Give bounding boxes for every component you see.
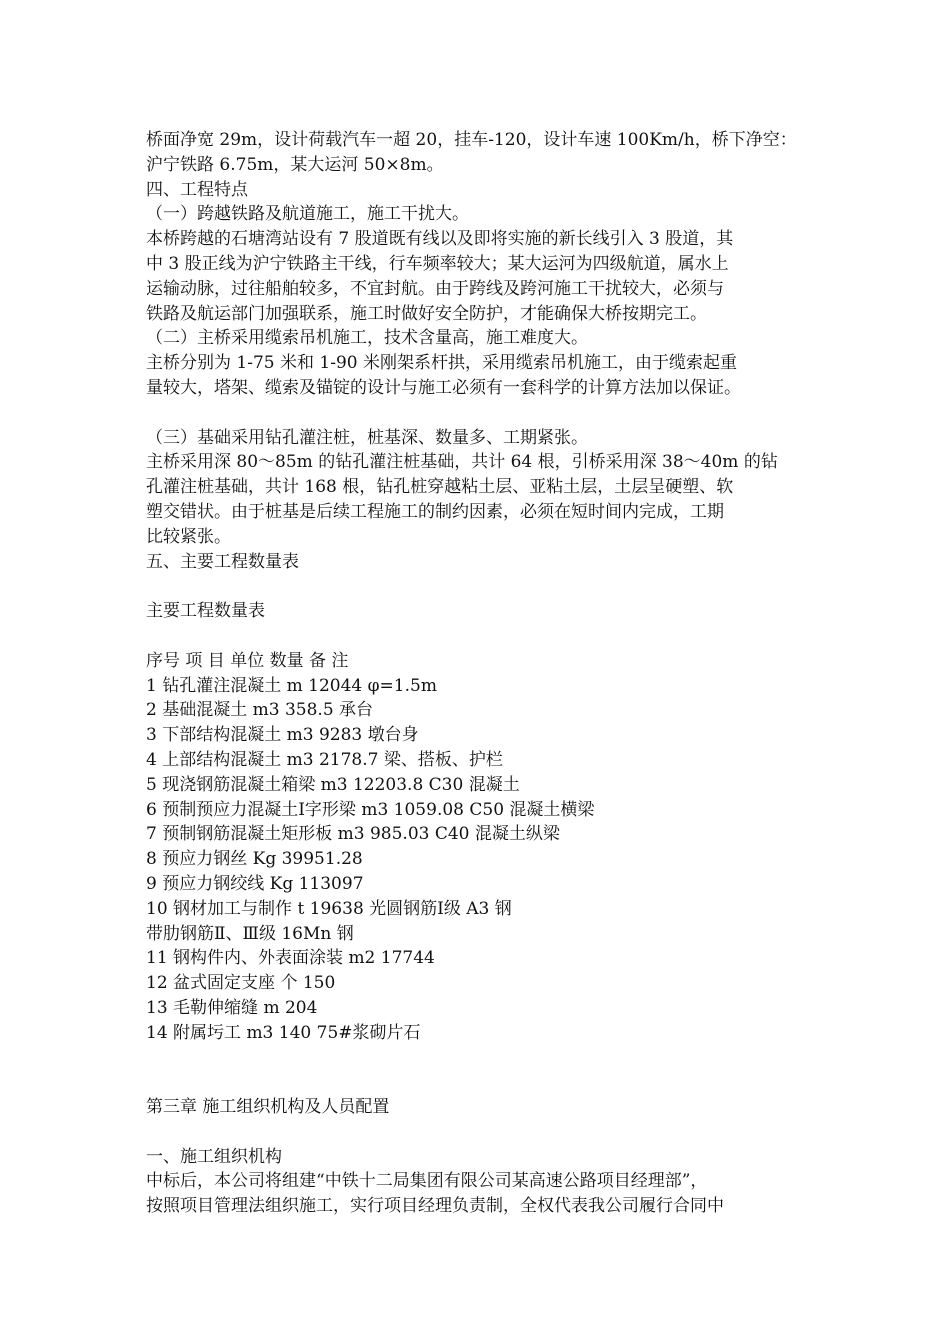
blank-line	[146, 624, 826, 649]
text-line: 12 盆式固定支座 个 150	[146, 973, 336, 994]
text-line: 中标后，本公司将组建“中铁十二局集团有限公司某高速公路项目经理部”，	[146, 1171, 708, 1192]
text-line: 带肋钢筋Ⅱ、Ⅲ级 16Mn 钢	[146, 923, 354, 944]
text-line: （一）跨越铁路及航道施工，施工干扰大。	[146, 204, 469, 225]
text-line: 6 预制预应力混凝土Ⅰ字形梁 m3 1059.08 C50 混凝土横梁	[146, 799, 595, 820]
text-line: 一、施工组织机构	[146, 1146, 282, 1167]
text-line: 孔灌注桩基础，共计 168 根，钻孔桩穿越粘土层、亚粘土层，土层呈硬塑、软	[146, 477, 734, 498]
text-line: 塑交错状。由于桩基是后续工程施工的制约因素，必须在短时间内完成，工期	[146, 501, 724, 522]
text-line: 桥面净宽 29m，设计荷载汽车一超 20，挂车-120，设计车速 100Km/h，桥下净空：	[146, 130, 797, 150]
text-line: 本桥跨越的石塘湾站设有 7 股道既有线以及即将实施的新长线引入 3 股道，其	[146, 229, 734, 250]
text-line: 5 现浇钢筋混凝土箱梁 m3 12203.8 C30 混凝土	[146, 774, 520, 795]
text-line: 4 上部结构混凝土 m3 2178.7 梁、搭板、护栏	[146, 749, 503, 770]
text-line: 按照项目管理法组织施工，实行项目经理负责制，全权代表我公司履行合同中	[146, 1196, 724, 1217]
text-line: 中 3 股正线为沪宁铁路主干线，行车频率较大；某大运河为四级航道，属水上	[146, 253, 729, 274]
text-line: 五、主要工程数量表	[146, 551, 299, 572]
text-line: 2 基础混凝土 m3 358.5 承台	[146, 700, 374, 721]
text-line: 沪宁铁路 6.75m，某大运河 50×8m。	[146, 154, 444, 175]
text-line: 9 预应力钢绞线 Kg 113097	[146, 873, 364, 894]
text-line: （二）主桥采用缆索吊机施工，技术含量高，施工难度大。	[146, 328, 588, 349]
blank-line	[146, 574, 826, 599]
text-line: 比较紧张。	[146, 526, 231, 547]
text-line: 量较大，塔架、缆索及锚锭的设计与施工必须有一套科学的计算方法加以保证。	[146, 377, 741, 398]
text-line: （三）基础采用钻孔灌注桩，桩基深、数量多、工期紧张。	[146, 427, 588, 448]
text-line: 10 钢材加工与制作 t 19638 光圆钢筋Ⅰ级 A3 钢	[146, 898, 512, 919]
text-line: 第三章 施工组织机构及人员配置	[146, 1097, 390, 1118]
text-line: 铁路及航运部门加强联系，施工时做好安全防护，才能确保大桥按期完工。	[146, 303, 707, 324]
blank-line	[146, 1045, 826, 1070]
text-line: 主桥采用深 80～85m 的钻孔灌注桩基础，共计 64 根，引桥采用深 38～40m 的钻	[146, 452, 778, 473]
text-line: 主要工程数量表	[146, 601, 265, 622]
text-line: 1 钻孔灌注混凝土 m 12044 φ=1.5m	[146, 675, 437, 696]
text-line: 8 预应力钢丝 Kg 39951.28	[146, 849, 363, 870]
text-line: 11 钢构件内、外表面涂装 m2 17744	[146, 948, 435, 969]
text-line: 13 毛勒伸缩缝 m 204	[146, 997, 318, 1018]
blank-line	[146, 1070, 826, 1095]
text-line: 序号 项 目 单位 数量 备 注	[146, 650, 349, 671]
text-line: 14 附属圬工 m3 140 75#浆砌片石	[146, 1022, 421, 1043]
text-line: 运输动脉，过往船舶较多，不宜封航。由于跨线及跨河施工干扰较大，必须与	[146, 278, 724, 299]
text-line: 3 下部结构混凝土 m3 9283 墩台身	[146, 725, 419, 746]
blank-line	[146, 401, 826, 426]
text-line: 7 预制钢筋混凝土矩形板 m3 985.03 C40 混凝土纵梁	[146, 824, 560, 845]
text-line: 四、工程特点	[146, 179, 248, 200]
blank-line	[146, 1120, 826, 1145]
document-body	[146, 128, 826, 1219]
text-line: 主桥分别为 1-75 米和 1-90 米刚架系杆拱，采用缆索吊机施工，由于缆索起重	[146, 353, 737, 374]
